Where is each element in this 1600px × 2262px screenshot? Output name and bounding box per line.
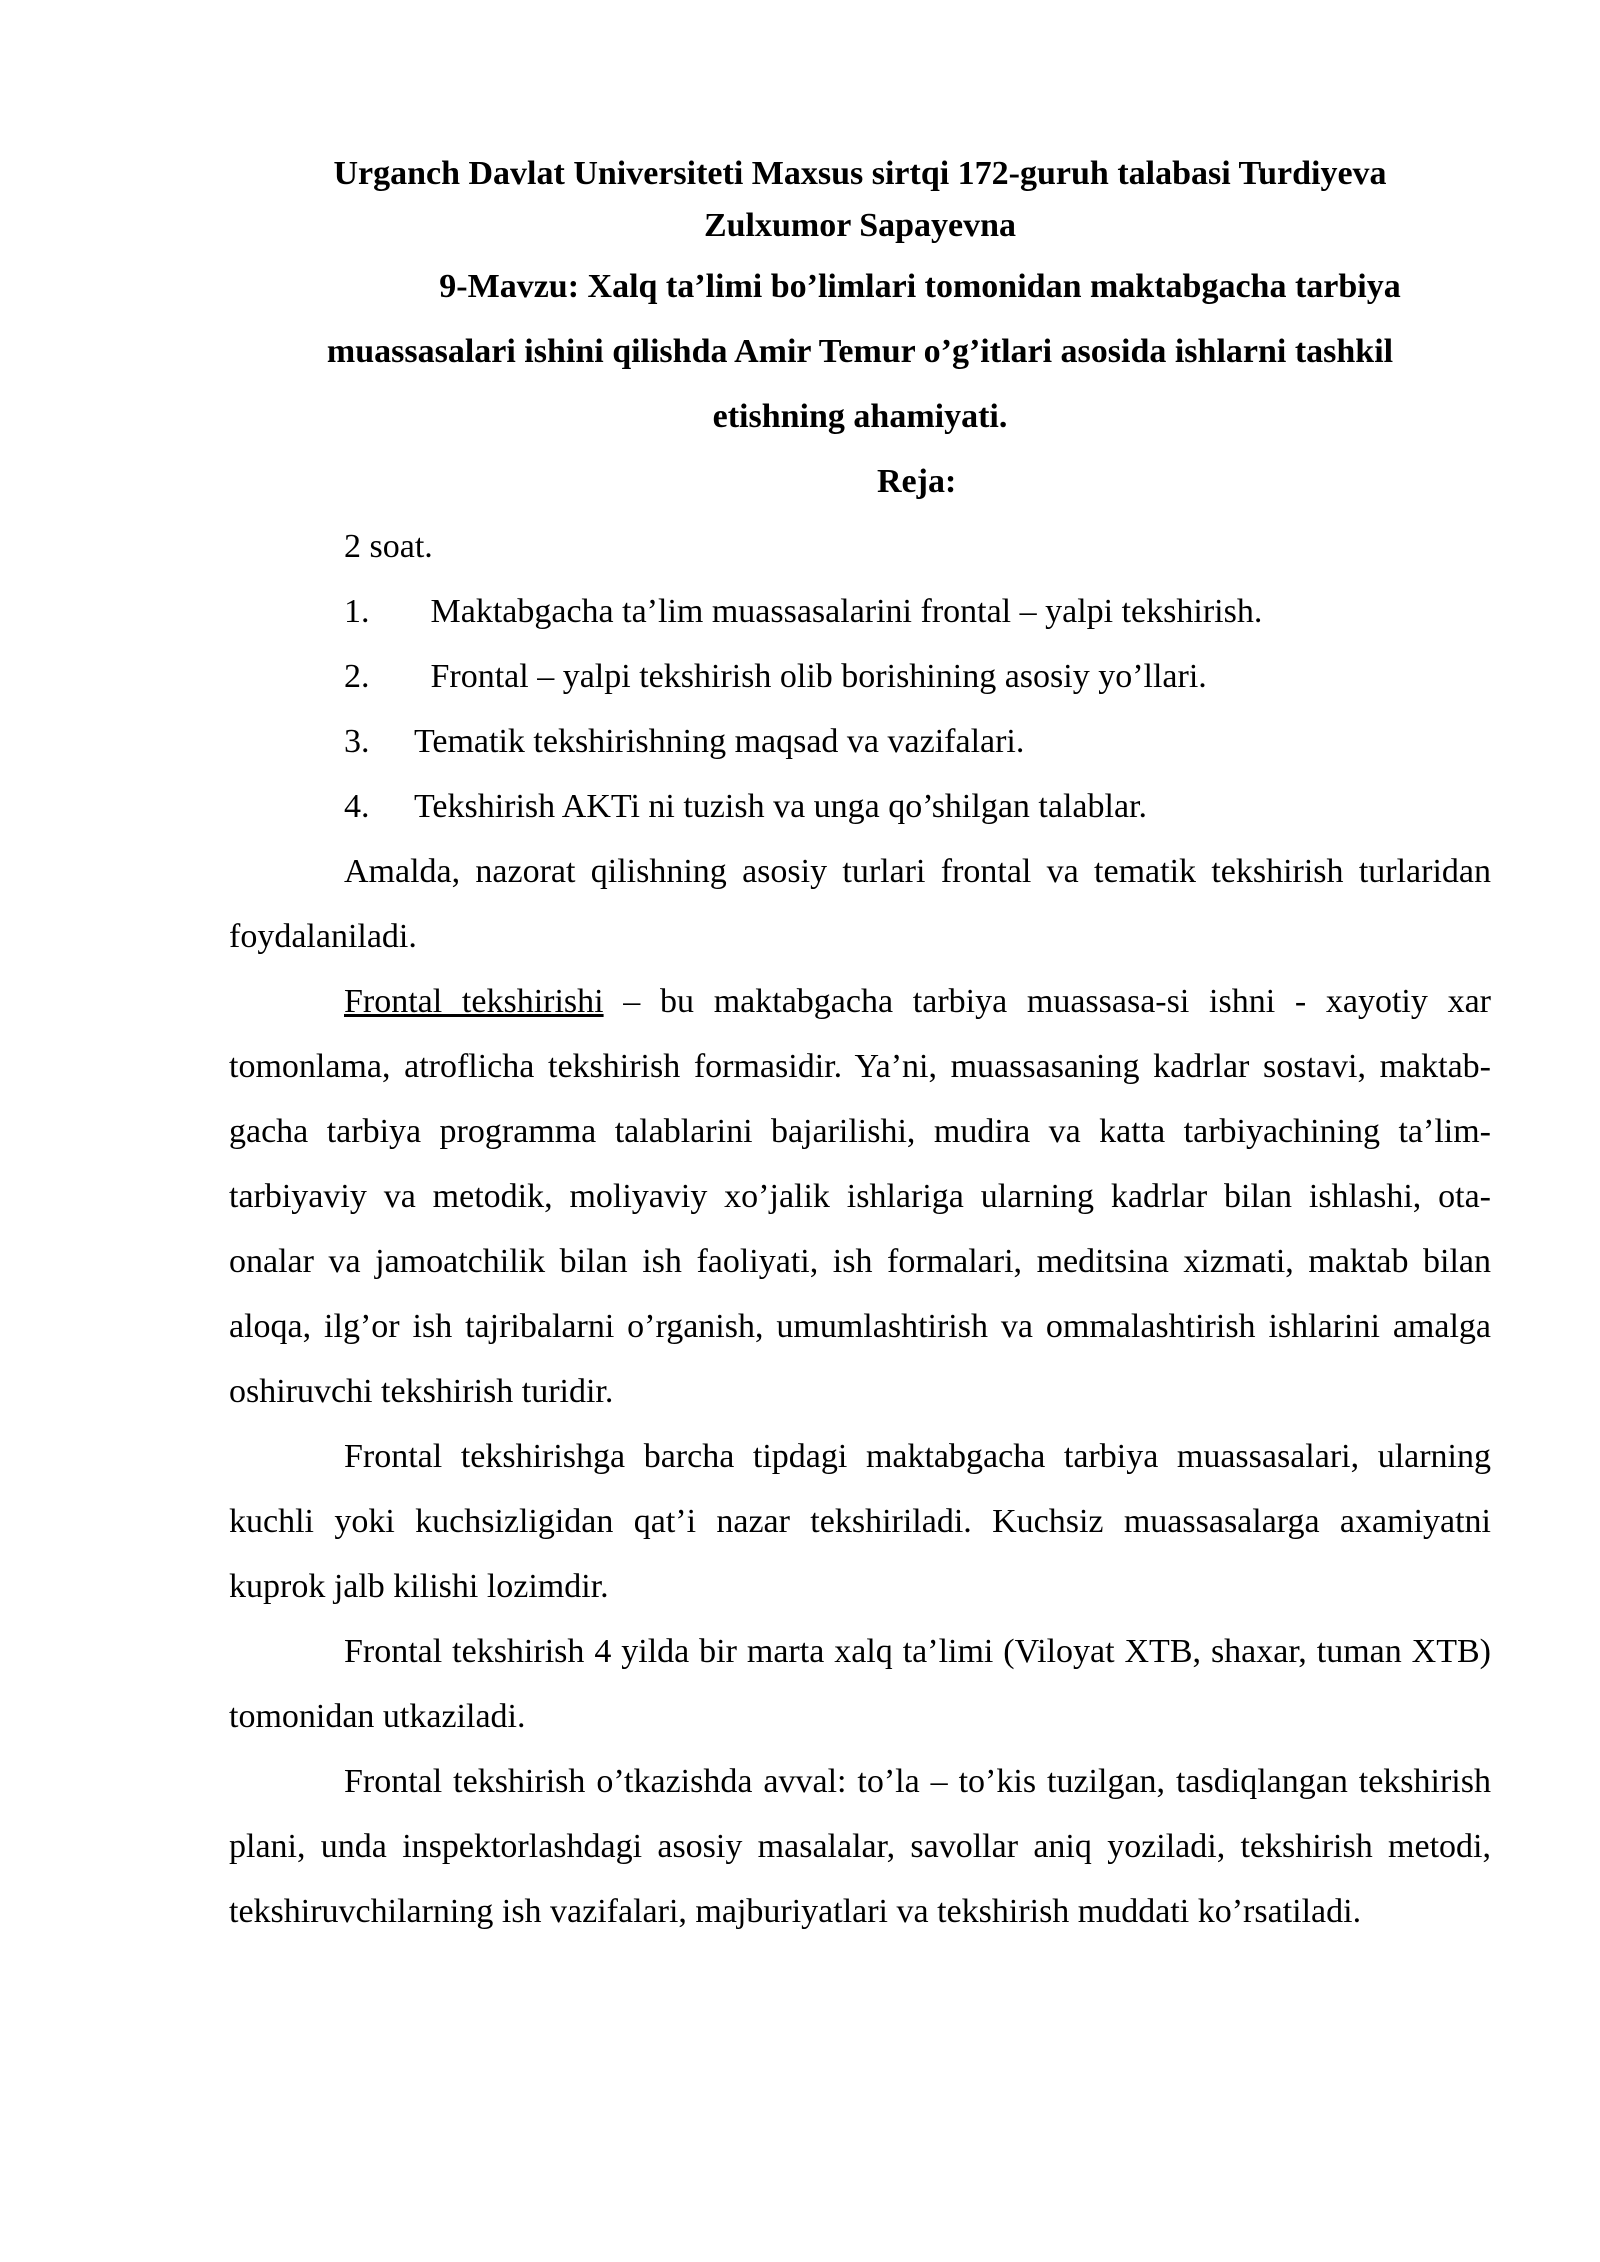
plan-list — [229, 579, 1491, 839]
author-line-1: Urganch Davlat Universiteti Maxsus sirtqi 172-guruh talabasi Turdiyeva — [333, 155, 1387, 192]
plan-item — [229, 644, 1491, 709]
paragraph-frontal-definition — [229, 969, 1491, 1424]
plan-item-number: 1. — [344, 593, 370, 630]
topic-line-3: etishning ahamiyati. — [712, 398, 1008, 435]
paragraph-frontal-scope: Frontal tekshirishga barcha tipdagi maktabgacha tarbiya muassasalari, ularning kuchli yoki kuchsizligidan qat’i nazar tekshiriladi. Kuchsiz muassasalarga axamiyatni kuprok jalb kilishi lozimdir. — [229, 1438, 1491, 1605]
plan-item-text: Frontal – yalpi tekshirish olib borishining asosiy yo’llari. — [422, 658, 1207, 695]
plan-item — [229, 579, 1491, 644]
plan-item-text: Maktabgacha ta’lim muassasalarini frontal – yalpi tekshirish. — [422, 593, 1263, 630]
topic-line-1: 9-Mavzu: Xalq ta’limi bo’limlari tomonidan maktabgacha tarbiya — [439, 268, 1401, 305]
topic-title — [229, 254, 1491, 449]
plan-item-text: Tematik tekshirishning maqsad va vazifalari. — [414, 723, 1025, 760]
plan-item — [229, 774, 1491, 839]
paragraph-frontal-frequency: Frontal tekshirish 4 yilda bir marta xalq ta’limi (Viloyat XTB, shaxar, tuman XTB) tomonidan utkaziladi. — [229, 1633, 1491, 1735]
plan-heading: Reja: — [877, 463, 957, 500]
plan-item-number: 4. — [344, 788, 370, 825]
paragraph-control-types: Amalda, nazorat qilishning asosiy turlari frontal va tematik tekshirish turlaridan foydalaniladi. — [229, 853, 1491, 955]
plan-item-number: 3. — [344, 723, 370, 760]
author-line-2: Zulxumor Sapayevna — [703, 207, 1017, 244]
frontal-definition-text: – bu maktabgacha tarbiya muassasa-si ishni - xayotiy xar tomonlama, atroflicha tekshirish formasidir. Ya’ni, muassasaning kadrlar sostavi, maktab-gacha tarbiya programma talablarini bajarilishi, mudira va katta tarbiyachining ta’lim-tarbiyaviy va metodik, moliyaviy xo’jalik ishlariga ularning kadrlar bilan ishlashi, ota-onalar va jamoatchilik bilan ish faoliyati, ish formalari, meditsina xizmati, maktab bilan aloqa, ilg’or ish tajribalarni o’rganish, umumlashtirish va ommalashtirish ishlarini amalga oshiruvchi tekshirish turidir. — [229, 983, 1491, 1410]
plan-item — [229, 709, 1491, 774]
plan-duration: 2 soat. — [344, 528, 433, 565]
topic-line-2: muassasalari ishini qilishda Amir Temur o’g’itlari asosida ishlarni tashkil — [326, 333, 1394, 370]
plan-item-number: 2. — [344, 658, 370, 695]
frontal-term: Frontal tekshirishi — [344, 983, 604, 1020]
plan-item-text: Tekshirish AKTi ni tuzish va unga qo’shilgan talablar. — [414, 788, 1147, 825]
paragraph-frontal-procedure: Frontal tekshirish o’tkazishda avval: to’la – to’kis tuzilgan, tasdiqlangan tekshirish plani, unda inspektorlashdagi asosiy masalalar, savollar aniq yoziladi, tekshirish metodi, tekshiruvchilarning ish vazifalari, majburiyatlari va tekshirish muddati ko’rsatiladi. — [229, 1763, 1491, 1930]
document-page — [229, 148, 1491, 1944]
